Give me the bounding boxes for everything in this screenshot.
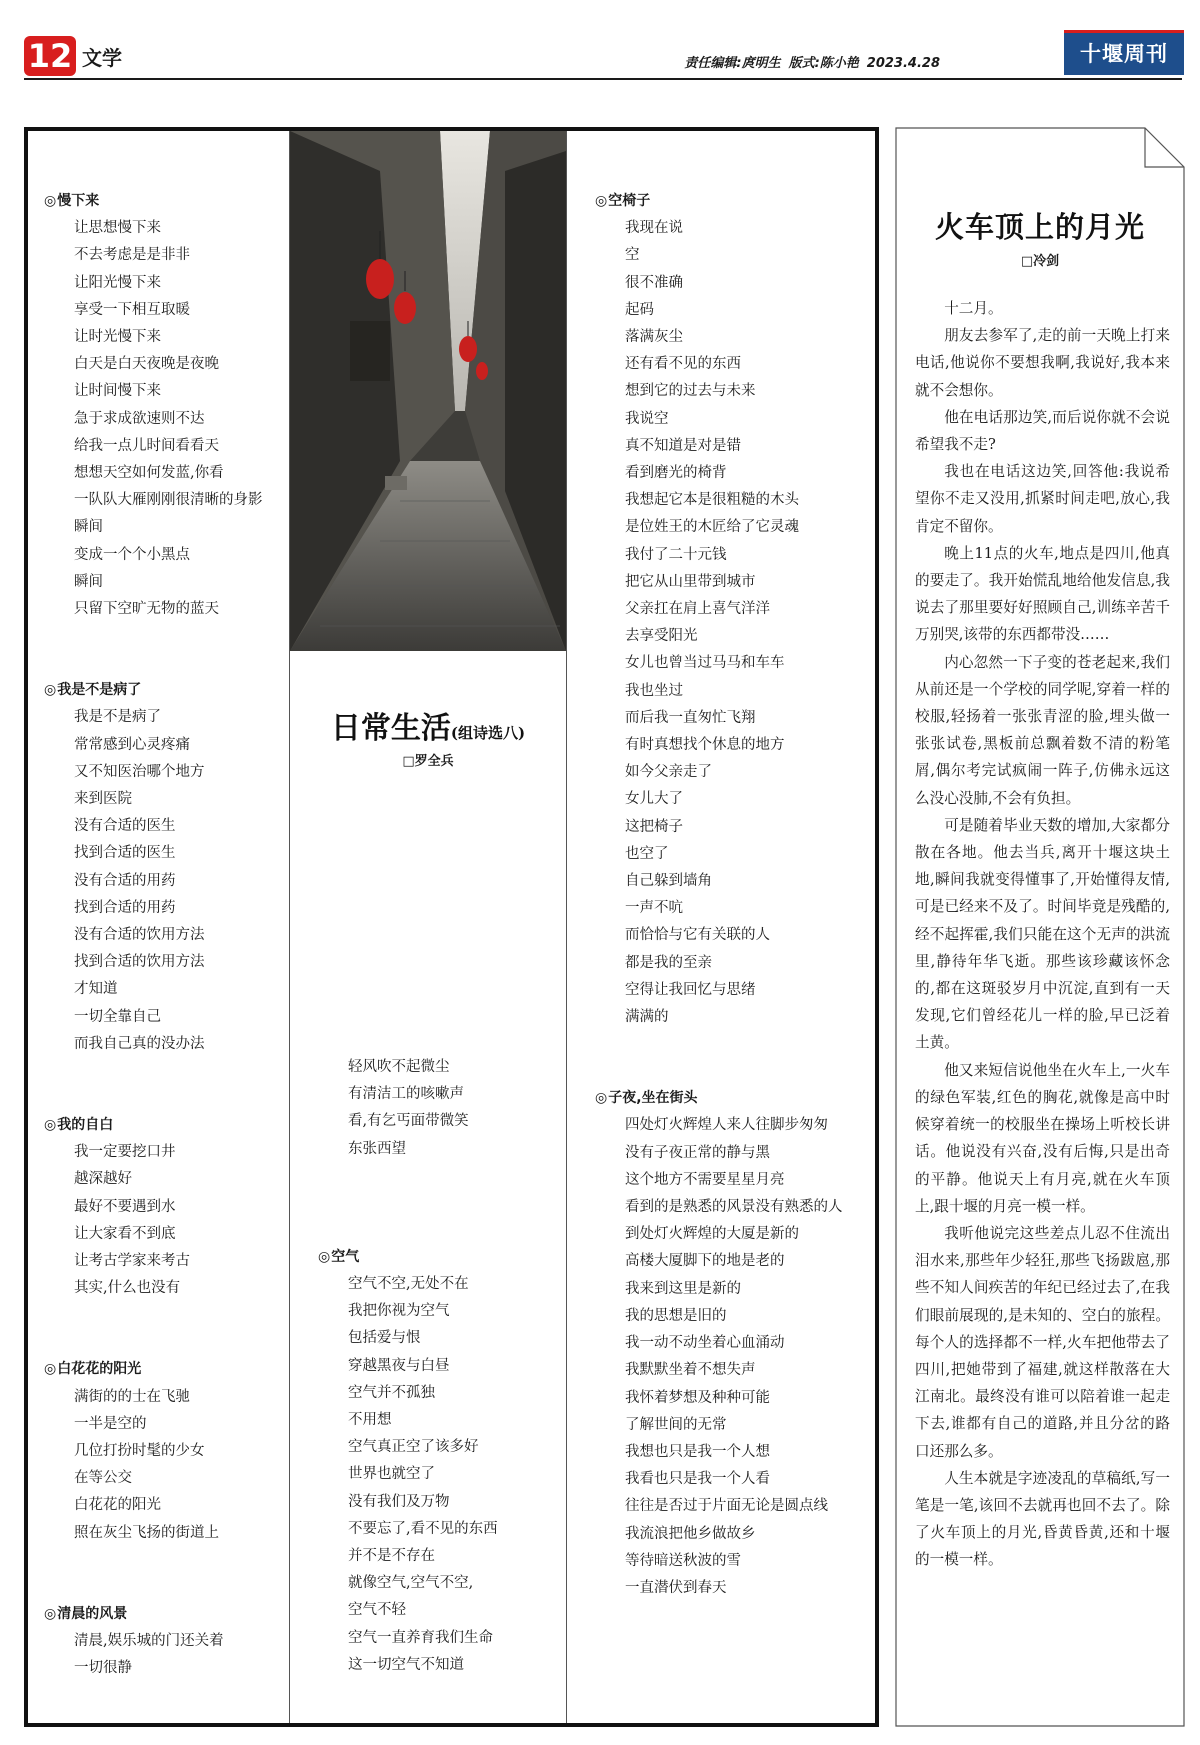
poem-line: 享受一下相互取暖 — [74, 301, 190, 318]
poem-line: 包括爱与恨 — [348, 1330, 421, 1347]
poem-line: 我是不是病了 — [74, 709, 161, 726]
poem-line: 越深越好 — [74, 1171, 132, 1188]
poem-column-3 — [595, 188, 875, 1629]
poem-line: 没有子夜正常的静与黑 — [625, 1144, 770, 1161]
story-body — [915, 295, 1170, 1574]
poem-line: 空气真正空了该多好 — [348, 1439, 479, 1456]
poem-line: 我想也只是我一个人想 — [625, 1443, 770, 1460]
poem — [44, 1112, 284, 1302]
poem-line: 我也坐过 — [625, 682, 683, 699]
brand-logo: 十堰周刊 — [1064, 30, 1184, 75]
poem-column-1 — [44, 188, 284, 1709]
poem-line: 才知道 — [74, 981, 118, 998]
poem-title — [44, 677, 284, 704]
poem-title — [595, 188, 875, 215]
series-subtitle: (组诗选八) — [450, 724, 526, 742]
story-panel — [895, 127, 1185, 1727]
story-paragraph: 十二月。 — [944, 300, 1003, 317]
poem-line: 其实,什么也没有 — [74, 1280, 181, 1297]
poem-line: 自己躲到墙角 — [625, 873, 712, 890]
poem-line: 女儿也曾当过马马和车车 — [625, 655, 785, 672]
poem-line: 我想起它本是很粗糙的木头 — [625, 492, 799, 509]
poem-line: 到处灯火辉煌的大厦是新的 — [625, 1226, 799, 1243]
poem-line: 我把你视为空气 — [348, 1303, 450, 1320]
poem-line: 看到的是熟悉的风景没有熟悉的人 — [625, 1199, 843, 1216]
poem-line: 让时光慢下来 — [74, 329, 161, 345]
poem-title-text: 我是不是病了 — [57, 682, 142, 699]
poem-line: 落满灰尘 — [625, 329, 683, 345]
poem-marker: ◎ — [318, 1248, 331, 1265]
poem-line: 女儿大了 — [625, 791, 683, 808]
poem-line: 高楼大厦脚下的地是老的 — [625, 1253, 785, 1270]
poems-author: □罗全兵 — [402, 754, 454, 769]
poem-title-text: 白花花的阳光 — [57, 1361, 142, 1378]
series-title-text: 日常生活 — [330, 711, 451, 746]
poem — [44, 188, 284, 623]
poem-marker: ◎ — [595, 193, 608, 209]
poems-series-title — [290, 703, 566, 747]
poem-line: 我来到这里是新的 — [625, 1280, 741, 1297]
poem-title — [44, 1601, 284, 1628]
poem-line: 是位姓王的木匠给了它灵魂 — [625, 519, 799, 536]
poem-line: 变成一个个小黑点 — [74, 546, 190, 563]
poem-line: 四处灯火辉煌人来人往脚步匆匆 — [625, 1117, 828, 1134]
poem-line: 我一定要挖口井 — [74, 1144, 176, 1161]
layout-name: 版式:陈小艳 — [788, 56, 859, 71]
poem-line: 我的思想是旧的 — [625, 1307, 727, 1324]
poem-line: 这把椅子 — [625, 818, 683, 835]
poem-line: 让思想慢下来 — [74, 220, 161, 237]
poem-line: 我默默坐着不想失声 — [625, 1362, 756, 1379]
poem-line: 瞬间 — [74, 573, 103, 590]
poem-marker: ◎ — [44, 1361, 57, 1378]
poem-line: 我怀着梦想及种种可能 — [625, 1389, 770, 1406]
poem-line: 白天是白天夜晚是夜晚 — [74, 356, 219, 373]
poem-line: 一切全靠自己 — [74, 1008, 161, 1025]
story-paragraph: 朋友去参军了,走的前一天晚上打来电话,他说你不要想我啊,我说好,我本来就不会想你。 — [915, 327, 1170, 399]
poem-line: 这个地方不需要星星月亮 — [625, 1171, 785, 1188]
poem-column-2 — [318, 1054, 563, 1706]
poem-continuation — [318, 1054, 563, 1163]
poem-marker: ◎ — [44, 682, 57, 699]
poem-line: 一队队大雁刚刚很清晰的身影 — [74, 492, 263, 509]
column-divider — [566, 131, 567, 1723]
issue-date: 2023.4.28 — [866, 56, 940, 71]
poem — [595, 188, 875, 1031]
story-paragraph: 我听他说完这些差点儿忍不住流出泪水来,那些年少轻狂,那些飞扬跋扈,那些不知人间疾苦的年纪已经过去了,在我们眼前展现的,是未知的、空白的旅程。每个人的选择都不一样,火车把他带去了四川,把她带到了福建,就这样散落在大江南北。最终没有谁可以陪着谁一起走下去,谁都有自己的道路,并且分岔的路口还那么多。 — [915, 1224, 1170, 1460]
poem-line: 了解世间的无常 — [625, 1416, 727, 1433]
poem-line: 世界也就空了 — [348, 1466, 435, 1483]
story-paragraph: 我也在电话这边笑,回答他:我说希望你不走又没用,抓紧时间走吧,放心,我肯定不留你。 — [915, 463, 1170, 535]
poem-line: 有时真想找个休息的地方 — [625, 737, 785, 754]
poem-line: 不去考虑是是非非 — [74, 247, 190, 264]
poem-line: 白花花的阳光 — [74, 1497, 161, 1514]
poem-line: 没有合适的饮用方法 — [74, 927, 205, 944]
poem-line: 几位打扮时髦的少女 — [74, 1443, 205, 1460]
poem-line: 空得让我回忆与思绪 — [625, 981, 756, 998]
poem-line: 只留下空旷无物的蓝天 — [74, 601, 219, 618]
poem-line: 在等公交 — [74, 1470, 132, 1487]
poem-line: 如今父亲走了 — [625, 764, 712, 781]
poem-line: 常常感到心灵疼痛 — [74, 736, 190, 753]
poem-line: 还有看不见的东西 — [625, 356, 741, 373]
editor-credits — [676, 52, 940, 71]
poem-marker: ◎ — [44, 1117, 57, 1134]
poem-line: 想到它的过去与未来 — [625, 383, 756, 400]
poem-title-text: 子夜,坐在街头 — [608, 1090, 698, 1107]
story-author: □冷剑 — [1020, 254, 1060, 269]
poem-title-text: 我的自白 — [57, 1117, 114, 1134]
poem-line: 我付了二十元钱 — [625, 546, 727, 563]
poem-line: 满街的的士在飞驰 — [74, 1388, 190, 1405]
poem-line: 我说空 — [625, 410, 669, 427]
poem-title-text: 空椅子 — [608, 193, 651, 209]
poem-line: 都是我的至亲 — [625, 954, 712, 971]
poem-line: 空 — [625, 247, 640, 264]
poem — [44, 1356, 284, 1546]
poem-line: 清晨,娱乐城的门还关着 — [74, 1633, 224, 1650]
poem-line: 让时间慢下来 — [74, 383, 161, 400]
poem-line: 往往是否过于片面无论是圆点线 — [625, 1498, 828, 1515]
poem-line: 起码 — [625, 301, 654, 318]
poem-line: 空气不空,无处不在 — [348, 1276, 469, 1292]
poem-line: 穿越黑夜与白昼 — [348, 1357, 450, 1374]
poem-line: 一声不吭 — [625, 900, 683, 917]
poem-line: 给我一点儿时间看看天 — [74, 437, 219, 454]
alley-photo — [290, 131, 566, 651]
poem-marker: ◎ — [595, 1090, 608, 1107]
poem-line: 我流浪把他乡做故乡 — [625, 1525, 756, 1542]
poem-line: 我看也只是我一个人看 — [625, 1471, 770, 1488]
poem-line: 我一动不动坐着心血涌动 — [625, 1335, 785, 1352]
poem-line: 找到合适的饮用方法 — [74, 954, 205, 971]
poem-line: 而我自己真的没办法 — [74, 1035, 205, 1052]
poem-line: 一切很静 — [74, 1660, 132, 1677]
poem-title — [44, 1112, 284, 1139]
poem-line: 空气并不孤独 — [348, 1384, 435, 1401]
poem-line: 照在灰尘飞扬的街道上 — [74, 1524, 219, 1541]
section-title: 文学 — [82, 46, 122, 70]
poem-line: 东张西望 — [348, 1140, 406, 1157]
poem-line: 最好不要遇到水 — [74, 1198, 176, 1215]
poem-line: 一半是空的 — [74, 1415, 147, 1432]
poem — [595, 1085, 875, 1602]
poem-line: 又不知医治哪个地方 — [74, 763, 205, 780]
poem-title — [318, 1244, 563, 1271]
poem-title — [44, 1356, 284, 1383]
poem-line: 有清洁工的咳嗽声 — [348, 1086, 464, 1103]
poem-marker: ◎ — [44, 1605, 57, 1622]
poem-title-text: 空气 — [331, 1248, 360, 1265]
poem-line: 并不是不存在 — [348, 1548, 435, 1565]
poem — [44, 1601, 284, 1683]
page-number: 12 — [24, 36, 76, 76]
poem — [44, 677, 284, 1058]
poem-line: 一直潜伏到春天 — [625, 1579, 727, 1596]
poem-line: 没有合适的医生 — [74, 818, 176, 835]
poem-line: 很不准确 — [625, 274, 683, 291]
story-paragraph: 内心忽然一下子变的苍老起来,我们从前还是一个学校的同学呢,穿着一样的校服,轻扬着一张张青涩的脸,埋头做一张张试卷,黑板前总飘着数不清的粉笔屑,偶尔考完试疯闹一阵子,仿佛永远这么没心没肺,不会有负担。 — [915, 653, 1170, 807]
story-paragraph: 可是随着毕业天数的增加,大家都分散在各地。他去当兵,离开十堰这块土地,瞬间我就变得懂事了,开始懂得友情,可是已经来不及了。时间毕竟是残酷的,经不起挥霍,我们只能在这个无声的洪流里,静待年华飞逝。那些该珍藏该怀念的,都在这斑驳岁月中沉淀,直到有一天发现,它们曾经花儿一样的脸,早已泛着土黄。 — [915, 816, 1170, 1052]
story-title: 火车顶上的月光 — [934, 210, 1145, 244]
poem-line: 看,有乞丐面带微笑 — [348, 1113, 469, 1130]
story-paragraph: 他又来短信说他坐在火车上,一火车的绿色军装,红色的胸花,就像是高中时候穿着统一的校服坐在操场上听校长讲话。他说没有兴奋,没有后悔,只是出奇的平静。他说天上有月亮,就在火车顶上,跟十堰的月亮一模一样。 — [915, 1061, 1170, 1215]
poem-line: 找到合适的用药 — [74, 899, 176, 916]
poem-line: 瞬间 — [74, 519, 103, 536]
poem-line: 空气一直养育我们生命 — [348, 1629, 493, 1646]
poem-line: 来到医院 — [74, 791, 132, 808]
poem-title — [44, 188, 284, 215]
story-paragraph: 人生本就是字迹凌乱的草稿纸,写一笔是一笔,该回不去就再也回不去了。除了火车顶上的月光,昏黄昏黄,还和十堰的一模一样。 — [915, 1469, 1170, 1569]
poem-line: 把它从山里带到城市 — [625, 573, 756, 590]
poem-title-text: 清晨的风景 — [57, 1605, 128, 1622]
poem-line: 轻风吹不起微尘 — [348, 1059, 450, 1075]
story-paragraph: 晚上11点的火车,地点是四川,他真的要走了。我开始慌乱地给他发信息,我说去了那里要好好照顾自己,训练辛苦千万别哭,该带的东西都带没…… — [915, 544, 1170, 644]
poem — [318, 1244, 563, 1679]
poem-line: 不用想 — [348, 1412, 392, 1429]
poem-line: 让阳光慢下来 — [74, 274, 161, 291]
poem-line: 空气不轻 — [348, 1602, 406, 1619]
poem-line: 而后我一直匆忙飞翔 — [625, 709, 756, 726]
story-paragraph: 他在电话那边笑,而后说你就不会说希望我不走? — [915, 408, 1170, 454]
poem-line: 让考古学家来考古 — [74, 1253, 190, 1270]
poem-line: 父亲扛在肩上喜气洋洋 — [625, 601, 770, 618]
alley-lantern-image — [290, 131, 566, 651]
poem-line: 而恰恰与它有关联的人 — [625, 927, 770, 944]
poem-line: 想想天空如何发蓝,你看 — [74, 465, 224, 482]
poem-line: 急于求成欲速则不达 — [74, 410, 205, 427]
poem-line: 这一切空气不知道 — [348, 1656, 464, 1673]
poem-line: 不要忘了,看不见的东西 — [348, 1520, 498, 1537]
poem-line: 等待暗送秋波的雪 — [625, 1552, 741, 1569]
poem-marker: ◎ — [44, 193, 57, 209]
editor-name: 责任编辑:庹明生 — [684, 56, 781, 71]
poem-line: 找到合适的医生 — [74, 845, 176, 862]
poem-line: 满满的 — [625, 1009, 669, 1026]
poem-line: 去享受阳光 — [625, 628, 698, 645]
poem-line: 真不知道是对是错 — [625, 437, 741, 454]
poem-line: 没有我们及万物 — [348, 1493, 450, 1510]
poem-line: 就像空气,空气不空, — [348, 1575, 474, 1592]
poem-line: 看到磨光的椅背 — [625, 465, 727, 482]
poem-line: 没有合适的用药 — [74, 872, 176, 889]
poem-title — [595, 1085, 875, 1112]
poem-line: 也空了 — [625, 845, 669, 862]
poem-line: 让大家看不到底 — [74, 1225, 176, 1242]
poem-line: 我现在说 — [625, 220, 683, 237]
header-rule — [24, 78, 1182, 80]
poem-title-text: 慢下来 — [57, 193, 100, 209]
